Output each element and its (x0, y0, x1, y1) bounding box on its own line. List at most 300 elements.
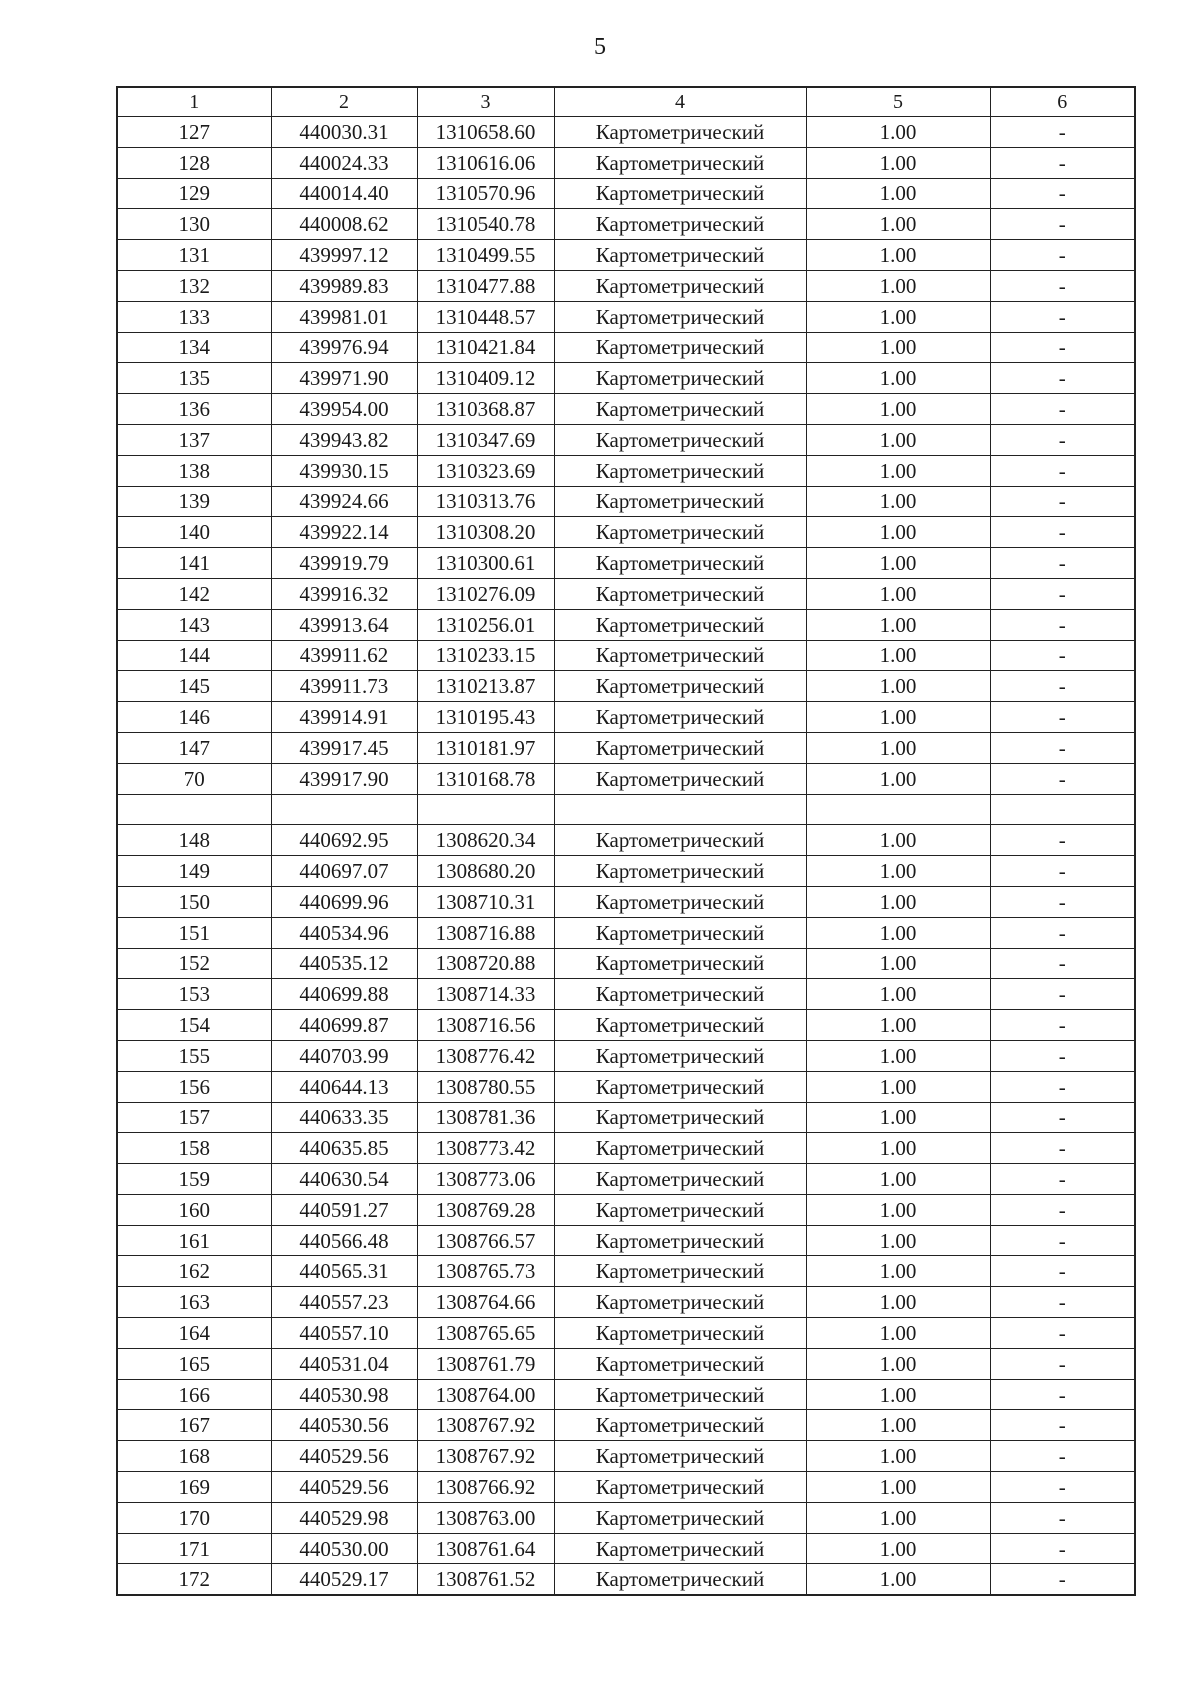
method-cell: Картометрический (554, 1533, 806, 1564)
table-row (117, 578, 1135, 609)
accuracy-cell: 1.00 (806, 1502, 990, 1533)
table-row (117, 1379, 1135, 1410)
accuracy-cell: 1.00 (806, 948, 990, 979)
description-cell: - (990, 332, 1135, 363)
accuracy-cell: 1.00 (806, 609, 990, 640)
point-number-cell: 166 (117, 1379, 271, 1410)
x-coordinate-cell: 439954.00 (271, 394, 417, 425)
description-cell: - (990, 209, 1135, 240)
column-header-5: 5 (806, 87, 990, 117)
point-number-cell: 142 (117, 578, 271, 609)
method-cell: Картометрический (554, 548, 806, 579)
method-cell: Картометрический (554, 640, 806, 671)
y-coordinate-cell: 1310368.87 (417, 394, 554, 425)
accuracy-cell: 1.00 (806, 1472, 990, 1503)
method-cell: Картометрический (554, 578, 806, 609)
method-cell: Картометрический (554, 301, 806, 332)
method-cell: Картометрический (554, 1256, 806, 1287)
y-coordinate-cell: 1308767.92 (417, 1410, 554, 1441)
y-coordinate-cell: 1308620.34 (417, 825, 554, 856)
y-coordinate-cell: 1310308.20 (417, 517, 554, 548)
point-number-cell: 140 (117, 517, 271, 548)
accuracy-cell: 1.00 (806, 548, 990, 579)
point-number-cell: 159 (117, 1164, 271, 1195)
y-coordinate-cell: 1310616.06 (417, 147, 554, 178)
y-coordinate-cell: 1310540.78 (417, 209, 554, 240)
table-row (117, 332, 1135, 363)
table-row (117, 671, 1135, 702)
y-coordinate-cell: 1310313.76 (417, 486, 554, 517)
x-coordinate-cell: 440531.04 (271, 1348, 417, 1379)
accuracy-cell: 1.00 (806, 732, 990, 763)
point-number-cell: 162 (117, 1256, 271, 1287)
point-number-cell: 135 (117, 363, 271, 394)
description-cell: - (990, 825, 1135, 856)
table-row (117, 732, 1135, 763)
method-cell: Картометрический (554, 732, 806, 763)
description-cell: - (990, 1564, 1135, 1595)
point-number-cell: 156 (117, 1071, 271, 1102)
x-coordinate-cell: 440529.98 (271, 1502, 417, 1533)
point-number-cell: 161 (117, 1225, 271, 1256)
x-coordinate-cell: 440024.33 (271, 147, 417, 178)
y-coordinate-cell: 1308710.31 (417, 886, 554, 917)
accuracy-cell: 1.00 (806, 147, 990, 178)
accuracy-cell: 1.00 (806, 979, 990, 1010)
point-number-cell: 141 (117, 548, 271, 579)
method-cell: Картометрический (554, 856, 806, 887)
method-cell (554, 794, 806, 825)
accuracy-cell: 1.00 (806, 1102, 990, 1133)
description-cell: - (990, 640, 1135, 671)
point-number-cell: 132 (117, 270, 271, 301)
method-cell: Картометрический (554, 1348, 806, 1379)
accuracy-cell: 1.00 (806, 640, 990, 671)
method-cell: Картометрический (554, 1502, 806, 1533)
method-cell: Картометрический (554, 270, 806, 301)
point-number-cell: 138 (117, 455, 271, 486)
y-coordinate-cell: 1310256.01 (417, 609, 554, 640)
method-cell: Картометрический (554, 394, 806, 425)
x-coordinate-cell: 439917.90 (271, 763, 417, 794)
table-row (117, 1225, 1135, 1256)
method-cell: Картометрический (554, 1133, 806, 1164)
description-cell: - (990, 1194, 1135, 1225)
point-number-cell: 171 (117, 1533, 271, 1564)
accuracy-cell: 1.00 (806, 886, 990, 917)
x-coordinate-cell: 440557.10 (271, 1318, 417, 1349)
accuracy-cell: 1.00 (806, 394, 990, 425)
accuracy-cell: 1.00 (806, 240, 990, 271)
x-coordinate-cell: 439924.66 (271, 486, 417, 517)
y-coordinate-cell: 1310658.60 (417, 117, 554, 148)
table-row (117, 240, 1135, 271)
description-cell: - (990, 917, 1135, 948)
method-cell: Картометрический (554, 1194, 806, 1225)
y-coordinate-cell: 1308765.73 (417, 1256, 554, 1287)
x-coordinate-cell: 440699.87 (271, 1010, 417, 1041)
x-coordinate-cell: 439930.15 (271, 455, 417, 486)
point-number-cell: 130 (117, 209, 271, 240)
y-coordinate-cell: 1308773.06 (417, 1164, 554, 1195)
table-row (117, 763, 1135, 794)
point-number-cell: 146 (117, 702, 271, 733)
table-row (117, 455, 1135, 486)
method-cell: Картометрический (554, 917, 806, 948)
method-cell: Картометрический (554, 948, 806, 979)
method-cell: Картометрический (554, 332, 806, 363)
y-coordinate-cell: 1310181.97 (417, 732, 554, 763)
point-number-cell: 136 (117, 394, 271, 425)
accuracy-cell: 1.00 (806, 424, 990, 455)
point-number-cell: 158 (117, 1133, 271, 1164)
x-coordinate-cell: 440008.62 (271, 209, 417, 240)
accuracy-cell: 1.00 (806, 1010, 990, 1041)
x-coordinate-cell: 440530.00 (271, 1533, 417, 1564)
description-cell: - (990, 517, 1135, 548)
accuracy-cell: 1.00 (806, 1256, 990, 1287)
x-coordinate-cell: 440014.40 (271, 178, 417, 209)
page-number: 5 (594, 34, 606, 60)
point-number-cell: 129 (117, 178, 271, 209)
table-row (117, 209, 1135, 240)
description-cell: - (990, 178, 1135, 209)
method-cell: Картометрический (554, 1071, 806, 1102)
description-cell: - (990, 609, 1135, 640)
method-cell: Картометрический (554, 1441, 806, 1472)
x-coordinate-cell: 440699.88 (271, 979, 417, 1010)
accuracy-cell: 1.00 (806, 578, 990, 609)
description-cell: - (990, 1071, 1135, 1102)
point-number-cell: 172 (117, 1564, 271, 1595)
y-coordinate-cell: 1310213.87 (417, 671, 554, 702)
x-coordinate-cell: 440699.96 (271, 886, 417, 917)
y-coordinate-cell: 1308714.33 (417, 979, 554, 1010)
table-row (117, 1287, 1135, 1318)
x-coordinate-cell: 440633.35 (271, 1102, 417, 1133)
y-coordinate-cell: 1310323.69 (417, 455, 554, 486)
description-cell: - (990, 1225, 1135, 1256)
description-cell: - (990, 455, 1135, 486)
column-header-4: 4 (554, 87, 806, 117)
y-coordinate-cell: 1308766.57 (417, 1225, 554, 1256)
x-coordinate-cell: 440534.96 (271, 917, 417, 948)
table-row (117, 178, 1135, 209)
point-number-cell: 147 (117, 732, 271, 763)
point-number-cell: 155 (117, 1040, 271, 1071)
table-row (117, 147, 1135, 178)
method-cell: Картометрический (554, 117, 806, 148)
method-cell: Картометрический (554, 1410, 806, 1441)
y-coordinate-cell: 1310421.84 (417, 332, 554, 363)
point-number-cell: 170 (117, 1502, 271, 1533)
table-row (117, 1564, 1135, 1595)
accuracy-cell: 1.00 (806, 1164, 990, 1195)
method-cell: Картометрический (554, 455, 806, 486)
table-row (117, 856, 1135, 887)
y-coordinate-cell: 1308720.88 (417, 948, 554, 979)
x-coordinate-cell: 440565.31 (271, 1256, 417, 1287)
table-row (117, 702, 1135, 733)
accuracy-cell: 1.00 (806, 1318, 990, 1349)
description-cell: - (990, 1040, 1135, 1071)
x-coordinate-cell (271, 794, 417, 825)
description-cell: - (990, 301, 1135, 332)
description-cell: - (990, 486, 1135, 517)
column-header-1: 1 (117, 87, 271, 117)
y-coordinate-cell: 1308680.20 (417, 856, 554, 887)
method-cell: Картометрический (554, 1564, 806, 1595)
table-row (117, 301, 1135, 332)
x-coordinate-cell: 439914.91 (271, 702, 417, 733)
x-coordinate-cell: 439916.32 (271, 578, 417, 609)
point-number-cell: 163 (117, 1287, 271, 1318)
description-cell: - (990, 1348, 1135, 1379)
point-number-cell: 143 (117, 609, 271, 640)
x-coordinate-cell: 440630.54 (271, 1164, 417, 1195)
description-cell: - (990, 240, 1135, 271)
description-cell: - (990, 1502, 1135, 1533)
point-number-cell: 139 (117, 486, 271, 517)
description-cell: - (990, 671, 1135, 702)
y-coordinate-cell: 1310477.88 (417, 270, 554, 301)
accuracy-cell: 1.00 (806, 917, 990, 948)
x-coordinate-cell: 440529.56 (271, 1441, 417, 1472)
table-row (117, 948, 1135, 979)
description-cell: - (990, 1256, 1135, 1287)
method-cell: Картометрический (554, 424, 806, 455)
x-coordinate-cell: 440529.17 (271, 1564, 417, 1595)
method-cell: Картометрический (554, 240, 806, 271)
accuracy-cell: 1.00 (806, 270, 990, 301)
x-coordinate-cell: 440635.85 (271, 1133, 417, 1164)
x-coordinate-cell: 439911.62 (271, 640, 417, 671)
description-cell: - (990, 1410, 1135, 1441)
accuracy-cell: 1.00 (806, 117, 990, 148)
method-cell: Картометрический (554, 1102, 806, 1133)
x-coordinate-cell: 439919.79 (271, 548, 417, 579)
description-cell: - (990, 1164, 1135, 1195)
x-coordinate-cell: 439997.12 (271, 240, 417, 271)
x-coordinate-cell: 440703.99 (271, 1040, 417, 1071)
description-cell (990, 794, 1135, 825)
table-row (117, 1533, 1135, 1564)
point-number-cell: 169 (117, 1472, 271, 1503)
description-cell: - (990, 1010, 1135, 1041)
point-number-cell: 134 (117, 332, 271, 363)
accuracy-cell: 1.00 (806, 178, 990, 209)
accuracy-cell: 1.00 (806, 517, 990, 548)
y-coordinate-cell: 1308716.88 (417, 917, 554, 948)
accuracy-cell: 1.00 (806, 1410, 990, 1441)
table-row (117, 517, 1135, 548)
x-coordinate-cell: 439976.94 (271, 332, 417, 363)
description-cell: - (990, 763, 1135, 794)
description-cell: - (990, 1287, 1135, 1318)
point-number-cell: 153 (117, 979, 271, 1010)
method-cell: Картометрический (554, 671, 806, 702)
accuracy-cell: 1.00 (806, 1441, 990, 1472)
description-cell: - (990, 856, 1135, 887)
point-number-cell: 160 (117, 1194, 271, 1225)
table-row (117, 548, 1135, 579)
method-cell: Картометрический (554, 1318, 806, 1349)
table-row (117, 486, 1135, 517)
accuracy-cell: 1.00 (806, 1133, 990, 1164)
x-coordinate-cell: 439911.73 (271, 671, 417, 702)
method-cell: Картометрический (554, 363, 806, 394)
y-coordinate-cell: 1308769.28 (417, 1194, 554, 1225)
point-number-cell: 168 (117, 1441, 271, 1472)
method-cell: Картометрический (554, 1225, 806, 1256)
table-row (117, 363, 1135, 394)
x-coordinate-cell: 440530.56 (271, 1410, 417, 1441)
y-coordinate-cell: 1310448.57 (417, 301, 554, 332)
table-body (117, 117, 1135, 1596)
point-number-cell: 164 (117, 1318, 271, 1349)
description-cell: - (990, 270, 1135, 301)
y-coordinate-cell: 1308767.92 (417, 1441, 554, 1472)
table-row (117, 794, 1135, 825)
column-header-3: 3 (417, 87, 554, 117)
table-row (117, 1318, 1135, 1349)
x-coordinate-cell: 440535.12 (271, 948, 417, 979)
accuracy-cell: 1.00 (806, 209, 990, 240)
method-cell: Картометрический (554, 979, 806, 1010)
y-coordinate-cell: 1310168.78 (417, 763, 554, 794)
method-cell: Картометрический (554, 209, 806, 240)
table-row (117, 609, 1135, 640)
point-number-cell: 131 (117, 240, 271, 271)
description-cell: - (990, 948, 1135, 979)
table-row (117, 394, 1135, 425)
x-coordinate-cell: 440697.07 (271, 856, 417, 887)
y-coordinate-cell: 1308763.00 (417, 1502, 554, 1533)
table-row (117, 1194, 1135, 1225)
method-cell: Картометрический (554, 147, 806, 178)
method-cell: Картометрический (554, 763, 806, 794)
x-coordinate-cell: 440530.98 (271, 1379, 417, 1410)
coordinates-table (116, 86, 1136, 1596)
table-row (117, 979, 1135, 1010)
point-number-cell: 157 (117, 1102, 271, 1133)
point-number-cell: 70 (117, 763, 271, 794)
y-coordinate-cell: 1310195.43 (417, 702, 554, 733)
y-coordinate-cell: 1308764.00 (417, 1379, 554, 1410)
y-coordinate-cell: 1310300.61 (417, 548, 554, 579)
method-cell: Картометрический (554, 517, 806, 548)
table-row (117, 1010, 1135, 1041)
point-number-cell: 149 (117, 856, 271, 887)
table-row (117, 1040, 1135, 1071)
accuracy-cell: 1.00 (806, 1379, 990, 1410)
accuracy-cell: 1.00 (806, 671, 990, 702)
point-number-cell: 145 (117, 671, 271, 702)
x-coordinate-cell: 439913.64 (271, 609, 417, 640)
table-header-row (117, 87, 1135, 117)
x-coordinate-cell: 440591.27 (271, 1194, 417, 1225)
table-row (117, 1410, 1135, 1441)
x-coordinate-cell: 439989.83 (271, 270, 417, 301)
description-cell: - (990, 117, 1135, 148)
description-cell: - (990, 1102, 1135, 1133)
method-cell: Картометрический (554, 1472, 806, 1503)
point-number-cell: 167 (117, 1410, 271, 1441)
x-coordinate-cell: 440557.23 (271, 1287, 417, 1318)
column-header-2: 2 (271, 87, 417, 117)
description-cell: - (990, 1441, 1135, 1472)
table-row (117, 270, 1135, 301)
accuracy-cell: 1.00 (806, 332, 990, 363)
x-coordinate-cell: 439981.01 (271, 301, 417, 332)
accuracy-cell: 1.00 (806, 301, 990, 332)
table-row (117, 1502, 1135, 1533)
point-number-cell: 133 (117, 301, 271, 332)
description-cell: - (990, 702, 1135, 733)
method-cell: Картометрический (554, 825, 806, 856)
y-coordinate-cell: 1308766.92 (417, 1472, 554, 1503)
y-coordinate-cell: 1310233.15 (417, 640, 554, 671)
point-number-cell: 137 (117, 424, 271, 455)
accuracy-cell: 1.00 (806, 1225, 990, 1256)
method-cell: Картометрический (554, 486, 806, 517)
y-coordinate-cell: 1308780.55 (417, 1071, 554, 1102)
accuracy-cell: 1.00 (806, 1348, 990, 1379)
method-cell: Картометрический (554, 1010, 806, 1041)
description-cell: - (990, 886, 1135, 917)
accuracy-cell: 1.00 (806, 363, 990, 394)
point-number-cell: 144 (117, 640, 271, 671)
point-number-cell: 165 (117, 1348, 271, 1379)
y-coordinate-cell (417, 794, 554, 825)
table-row (117, 117, 1135, 148)
point-number-cell: 154 (117, 1010, 271, 1041)
description-cell: - (990, 979, 1135, 1010)
y-coordinate-cell: 1310347.69 (417, 424, 554, 455)
y-coordinate-cell: 1310409.12 (417, 363, 554, 394)
x-coordinate-cell: 440030.31 (271, 117, 417, 148)
accuracy-cell: 1.00 (806, 1194, 990, 1225)
y-coordinate-cell: 1308764.66 (417, 1287, 554, 1318)
x-coordinate-cell: 440692.95 (271, 825, 417, 856)
description-cell: - (990, 424, 1135, 455)
point-number-cell: 151 (117, 917, 271, 948)
table-row (117, 1164, 1135, 1195)
method-cell: Картометрический (554, 609, 806, 640)
method-cell: Картометрический (554, 1287, 806, 1318)
accuracy-cell: 1.00 (806, 486, 990, 517)
accuracy-cell: 1.00 (806, 1040, 990, 1071)
description-cell: - (990, 363, 1135, 394)
description-cell: - (990, 147, 1135, 178)
table-row (117, 1071, 1135, 1102)
y-coordinate-cell: 1308761.52 (417, 1564, 554, 1595)
table-row (117, 825, 1135, 856)
x-coordinate-cell: 439971.90 (271, 363, 417, 394)
x-coordinate-cell: 440566.48 (271, 1225, 417, 1256)
y-coordinate-cell: 1308761.64 (417, 1533, 554, 1564)
table-row (117, 1133, 1135, 1164)
y-coordinate-cell: 1310276.09 (417, 578, 554, 609)
column-header-6: 6 (990, 87, 1135, 117)
accuracy-cell: 1.00 (806, 1287, 990, 1318)
point-number-cell: 150 (117, 886, 271, 917)
table-row (117, 1348, 1135, 1379)
table-row (117, 1102, 1135, 1133)
method-cell: Картометрический (554, 1040, 806, 1071)
accuracy-cell: 1.00 (806, 702, 990, 733)
description-cell: - (990, 1472, 1135, 1503)
